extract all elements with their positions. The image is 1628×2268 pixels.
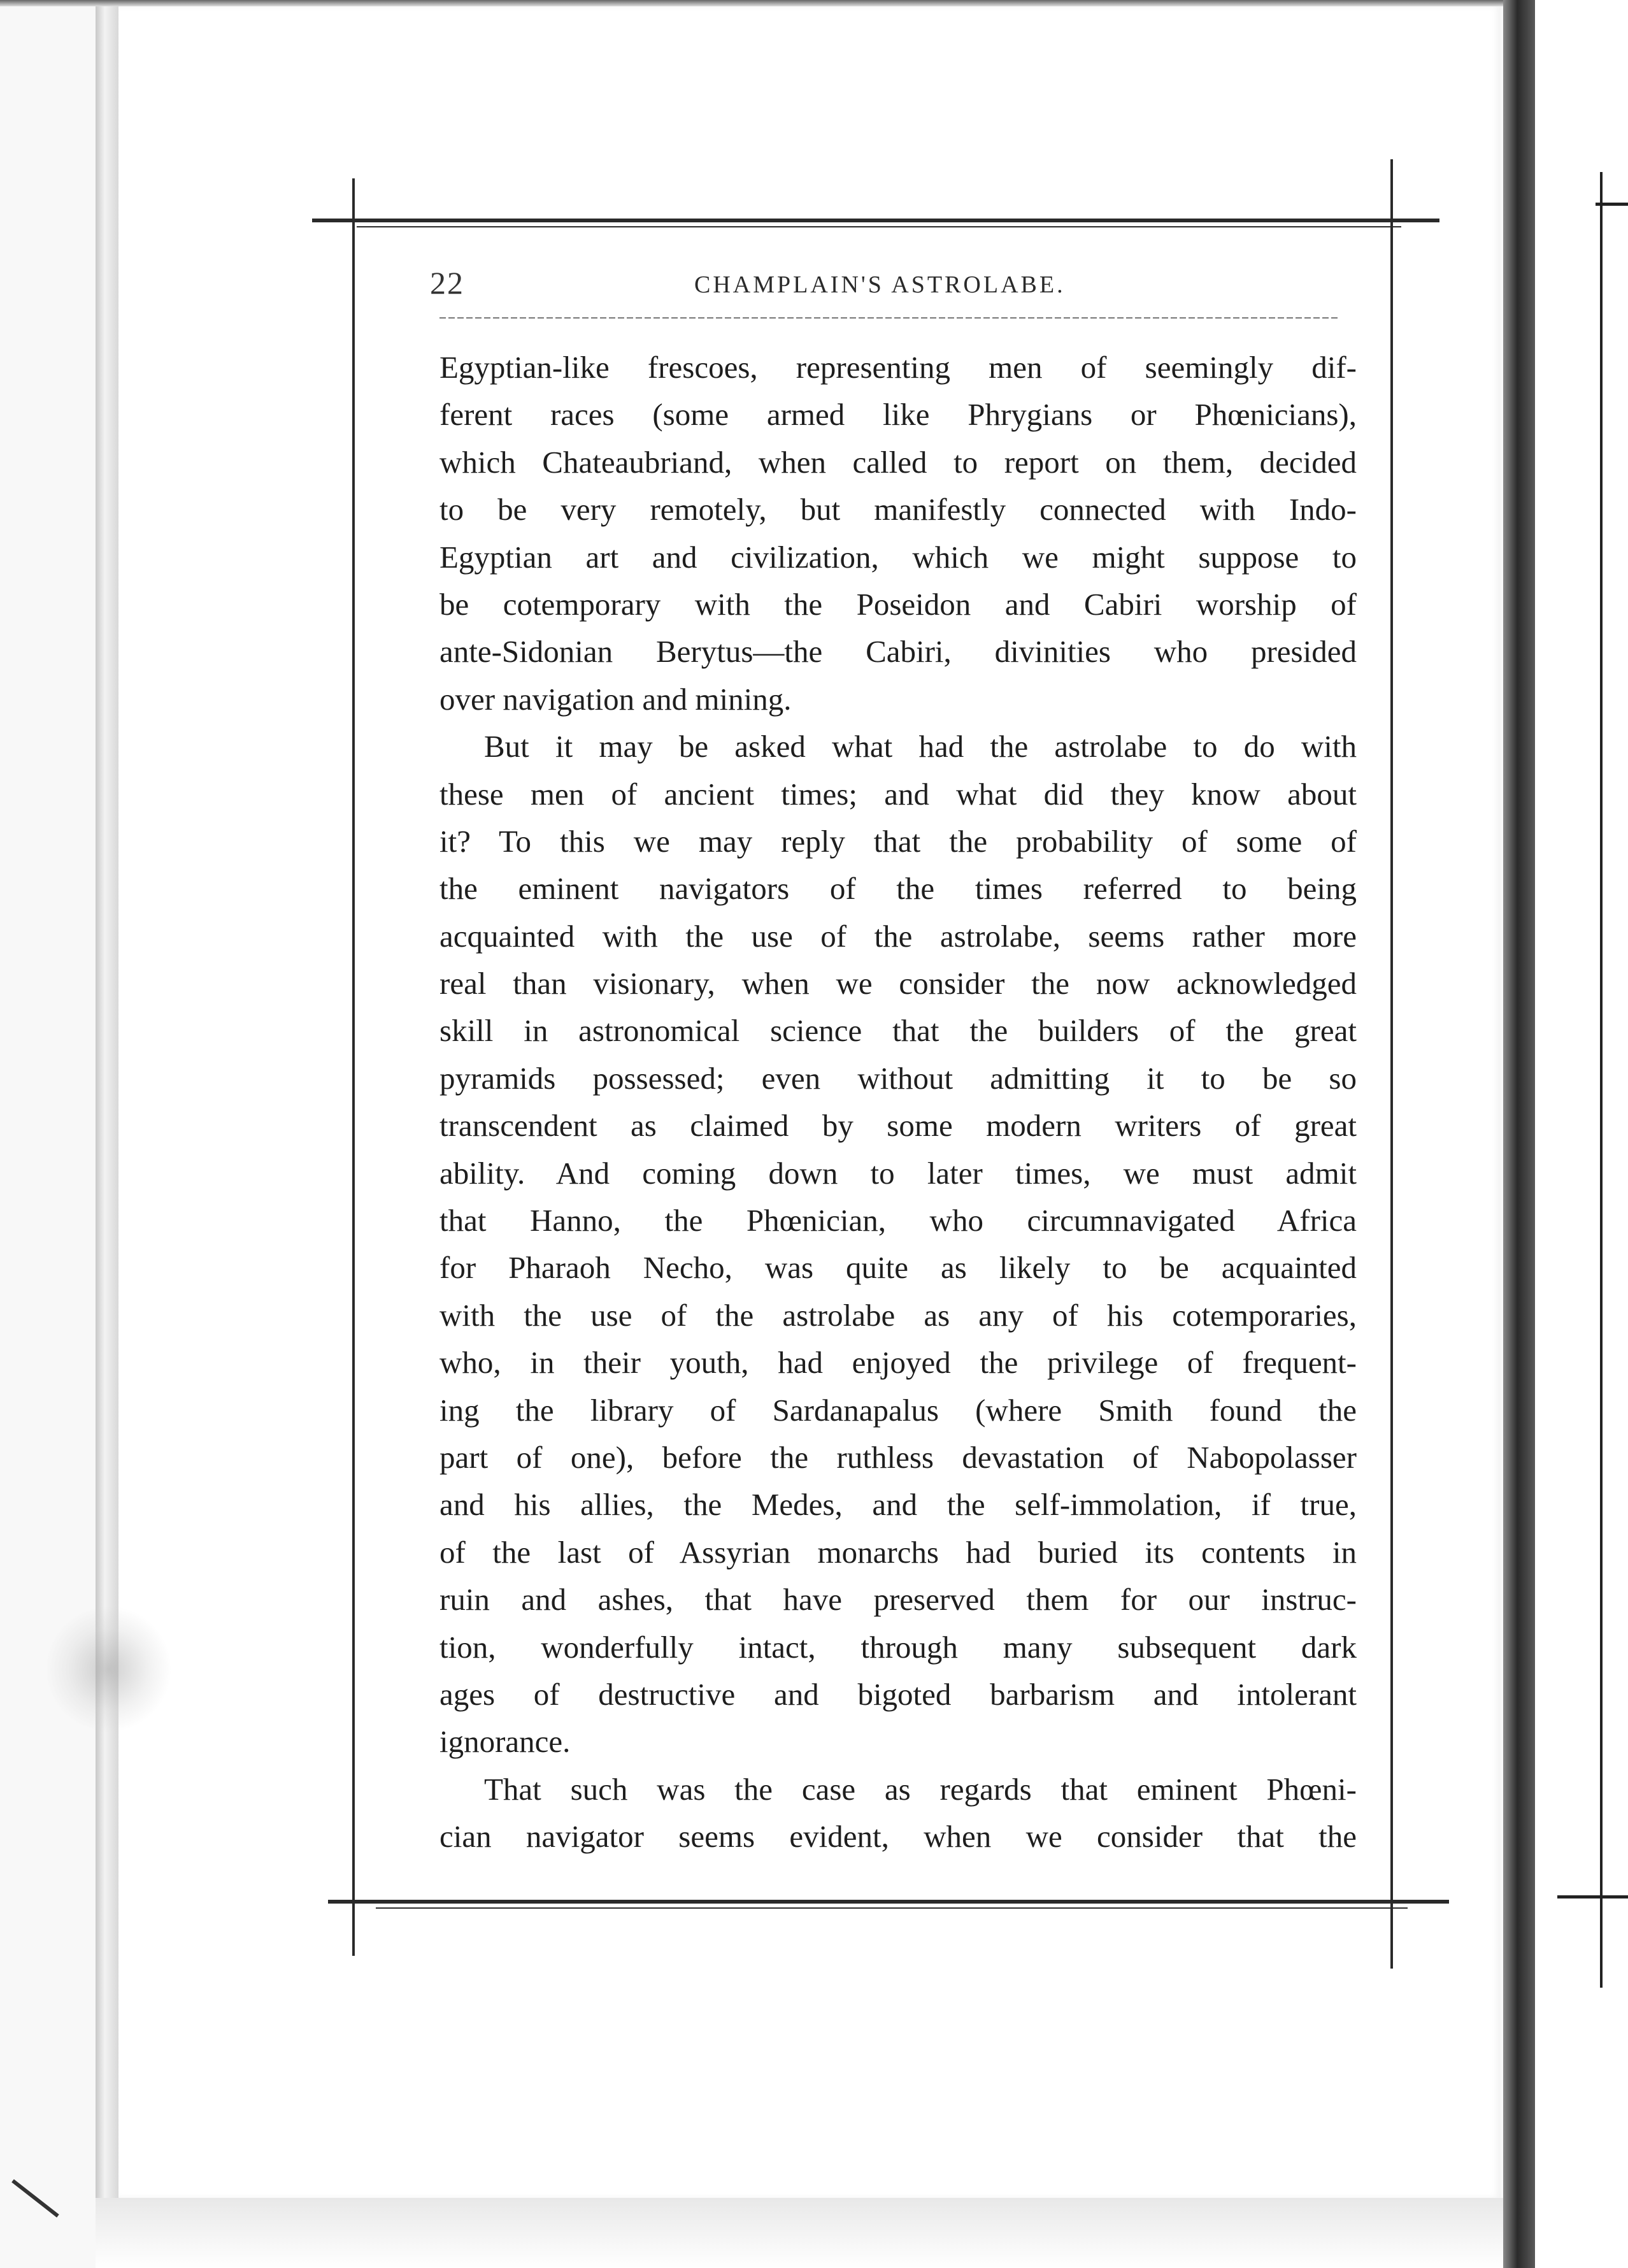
adjacent-page-bottom-rule	[1557, 1895, 1628, 1898]
page-bottom-edge	[96, 2198, 1503, 2268]
text-line: That such was the case as regards that eminent Phœni-	[484, 1771, 1357, 1807]
paragraph-1	[439, 344, 1357, 723]
text-line: ignorance.	[439, 1724, 571, 1760]
text-line: ante-Sidonian Berytus—the Cabiri, divinities who presided	[439, 634, 1357, 670]
text-line: acquainted with the use of the astrolabe, seems rather more	[439, 918, 1357, 954]
page-binding-edge	[96, 6, 120, 2198]
text-line: But it may be asked what had the astrolabe to do with	[484, 729, 1357, 764]
text-line: for Pharaoh Necho, was quite as likely to be acquainted	[439, 1250, 1357, 1286]
header-rule	[439, 317, 1338, 319]
text-line: Egyptian art and civilization, which we might suppose to	[439, 539, 1357, 575]
paragraph-2	[439, 723, 1357, 1766]
text-line: to be very remotely, but manifestly connected with Indo-	[439, 492, 1357, 528]
text-line: ferent races (some armed like Phrygians or Phœnicians),	[439, 397, 1357, 433]
text-line: tion, wonderfully intact, through many subsequent dark	[439, 1629, 1357, 1665]
text-line: which Chateaubriand, when called to report on them, decided	[439, 444, 1357, 480]
text-line: these men of ancient times; and what did they know about	[439, 776, 1357, 812]
text-line: that Hanno, the Phœnician, who circumnavigated Africa	[439, 1203, 1357, 1238]
adjacent-page-frame-line	[1600, 172, 1603, 1988]
text-line: ruin and ashes, that have preserved them for our instruc-	[439, 1582, 1357, 1618]
frame-right-rule	[1390, 159, 1393, 1969]
text-line: the eminent navigators of the times referred to being	[439, 871, 1357, 907]
paper-damage-mark	[45, 1605, 172, 1733]
page-number: 22	[430, 265, 464, 301]
text-line: who, in their youth, had enjoyed the privilege of frequent-	[439, 1345, 1357, 1381]
text-line: over navigation and mining.	[439, 681, 792, 717]
text-line: real than visionary, when we consider the now acknowledged	[439, 966, 1357, 1001]
paragraph-3	[439, 1766, 1357, 1861]
text-line: cian navigator seems evident, when we consider that the	[439, 1819, 1357, 1855]
frame-top-rule	[312, 219, 1439, 222]
text-line: it? To this we may reply that the probability of some of	[439, 823, 1357, 859]
text-line: and his allies, the Medes, and the self-immolation, if true,	[439, 1487, 1357, 1523]
frame-top-rule-inner	[357, 226, 1401, 227]
text-line: skill in astronomical science that the builders of the great	[439, 1013, 1357, 1049]
text-line: part of one), before the ruthless devastation of Nabopolasser	[439, 1439, 1357, 1475]
running-title: CHAMPLAIN'S ASTROLABE.	[694, 271, 1066, 298]
text-line: pyramids possessed; even without admitting it to be so	[439, 1060, 1357, 1096]
text-line: ages of destructive and bigoted barbarism and intolerant	[439, 1676, 1357, 1712]
text-line: ability. And coming down to later times, we must admit	[439, 1155, 1357, 1191]
frame-left-rule	[352, 178, 355, 1956]
body-text	[439, 344, 1357, 1943]
text-line: with the use of the astrolabe as any of his cotemporaries,	[439, 1297, 1357, 1333]
text-line: be cotemporary with the Poseidon and Cabiri worship of	[439, 586, 1357, 622]
page-gutter-shadow	[1503, 0, 1535, 2268]
scan-top-edge	[0, 0, 1628, 6]
text-line: transcendent as claimed by some modern writers of great	[439, 1108, 1357, 1144]
text-line: ing the library of Sardanapalus (where Smith found the	[439, 1392, 1357, 1428]
text-line: Egyptian-like frescoes, representing men of seemingly dif-	[439, 350, 1357, 385]
adjacent-page-sliver	[1535, 0, 1628, 2268]
text-line: of the last of Assyrian monarchs had buried its contents in	[439, 1534, 1357, 1570]
